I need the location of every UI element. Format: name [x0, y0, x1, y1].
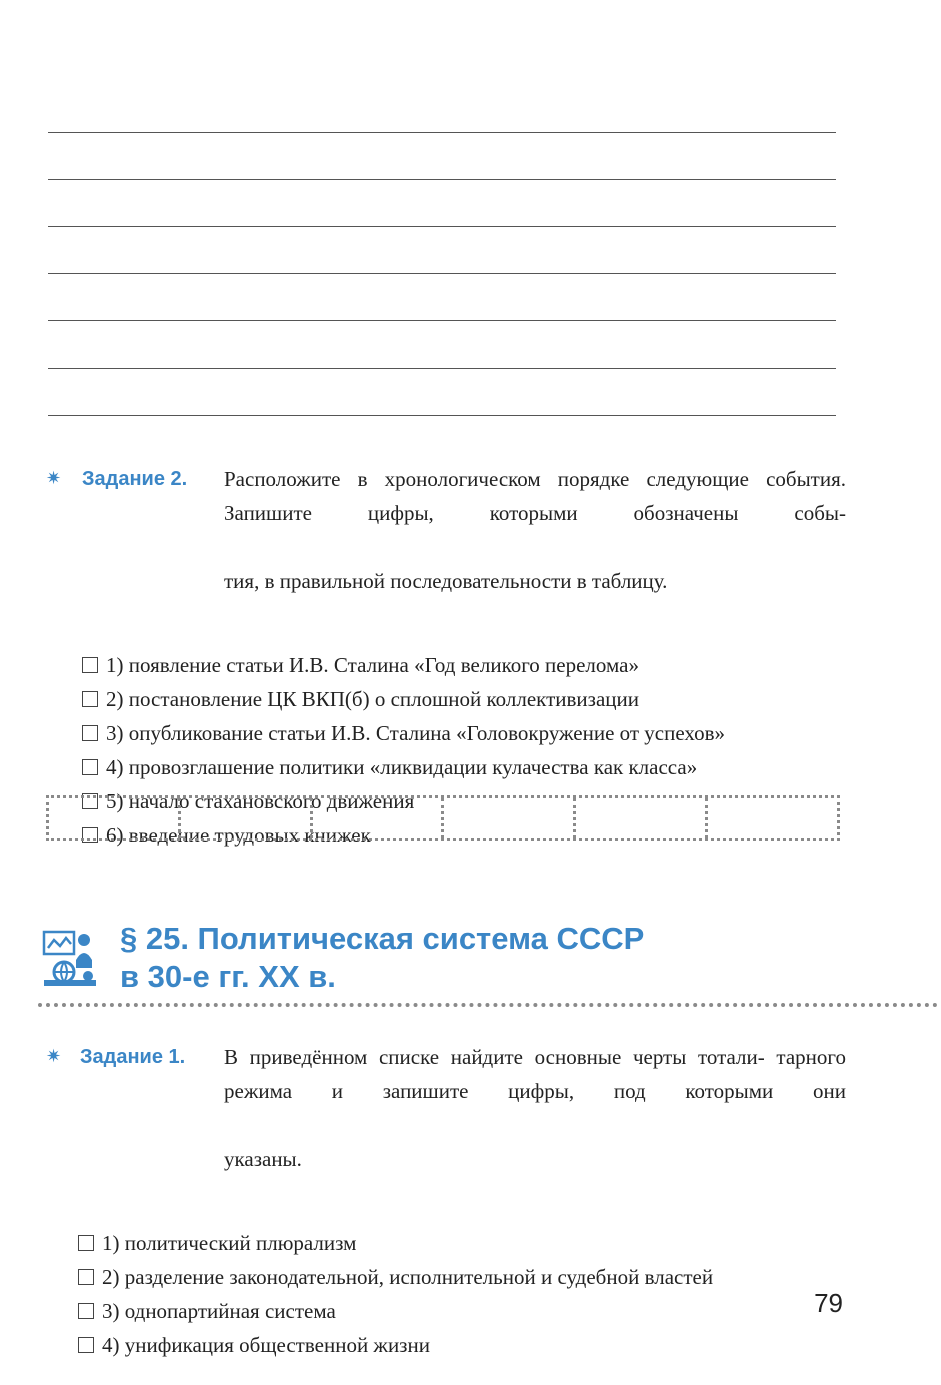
option-text: 4) унификация общественной жизни [102, 1332, 430, 1357]
task-1-text-line: В приведённом списке найдите основные черты тотали- [224, 1045, 765, 1069]
asterisk-icon: ✷ [46, 468, 62, 489]
answer-table [46, 795, 840, 841]
answer-line[interactable] [48, 226, 836, 227]
checkbox[interactable] [78, 1337, 94, 1353]
checkbox[interactable] [78, 1303, 94, 1319]
list-item [82, 750, 846, 784]
task-2-instructions-last [224, 564, 846, 632]
list-item [82, 682, 846, 716]
answer-line[interactable] [48, 415, 836, 416]
list-item [82, 716, 846, 750]
checkbox[interactable] [78, 1269, 94, 1285]
answer-cell[interactable] [576, 798, 708, 838]
task-1-text-line: указаны. [224, 1147, 302, 1171]
section-icon [42, 928, 100, 990]
task-1-instructions [224, 1040, 846, 1142]
task-2-instructions [224, 462, 846, 564]
list-item [78, 1328, 846, 1362]
list-item [78, 1260, 846, 1294]
checkbox[interactable] [82, 691, 98, 707]
task-2-heading [46, 462, 846, 632]
task-1-heading [46, 1040, 846, 1210]
answer-line[interactable] [48, 273, 836, 274]
option-text: 2) разделение законодательной, исполнительной и судебной властей [102, 1264, 714, 1289]
task-2-text-line: Расположите в хронологическом порядке следующие [224, 467, 749, 491]
answer-cell[interactable] [708, 798, 837, 838]
option-text: 3) однопартийная система [102, 1298, 336, 1323]
answer-cell[interactable] [313, 798, 445, 838]
option-text: 2) постановление ЦК ВКП(б) о сплошной коллективизации [106, 686, 639, 711]
answer-line[interactable] [48, 132, 836, 133]
checkbox[interactable] [82, 657, 98, 673]
task-1-options [78, 1226, 846, 1362]
section-title-line: в 30-е гг. XX в. [120, 959, 336, 994]
option-text: 3) опубликование статьи И.В. Сталина «Головокружение от успехов» [106, 720, 726, 745]
answer-cell[interactable] [444, 798, 576, 838]
option-text: 1) появление статьи И.В. Сталина «Год великого перелома» [106, 652, 639, 677]
task-1-label: Задание 1. [80, 1046, 186, 1068]
answer-line[interactable] [48, 179, 836, 180]
list-item [82, 648, 846, 682]
page-number: 79 [814, 1288, 843, 1318]
checkbox[interactable] [82, 759, 98, 775]
answer-cell[interactable] [49, 798, 181, 838]
section-divider [38, 1003, 938, 1007]
task-2-label: Задание 2. [82, 468, 188, 490]
list-item [78, 1226, 846, 1260]
task-1-instructions-last [224, 1142, 846, 1210]
answer-line[interactable] [48, 320, 836, 321]
asterisk-icon: ✷ [46, 1046, 62, 1067]
task-1-text-line: тарного режима и запишите цифры, под которыми они [224, 1045, 847, 1103]
task-1 [46, 1040, 846, 1362]
option-text: 5) начало стахановского движения [106, 788, 415, 813]
answer-line[interactable] [48, 368, 836, 369]
task-2-text-line: события. Запишите цифры, которыми обозначены собы- [224, 467, 847, 525]
option-text: 4) провозглашение политики «ликвидации кулачества как класса» [106, 754, 698, 779]
section-title-line: § 25. Политическая система СССР [120, 921, 645, 956]
people-globe-icon [42, 928, 100, 990]
task-2-text-line: тия, в правильной последовательности в таблицу. [224, 569, 668, 593]
checkbox[interactable] [82, 725, 98, 741]
option-text: 1) политический плюрализм [102, 1230, 357, 1255]
task-2 [46, 462, 846, 852]
list-item [78, 1294, 846, 1328]
checkbox[interactable] [78, 1235, 94, 1251]
answer-cell[interactable] [181, 798, 313, 838]
option-text: 6) введение трудовых книжек [106, 822, 371, 847]
section-title [120, 920, 644, 996]
